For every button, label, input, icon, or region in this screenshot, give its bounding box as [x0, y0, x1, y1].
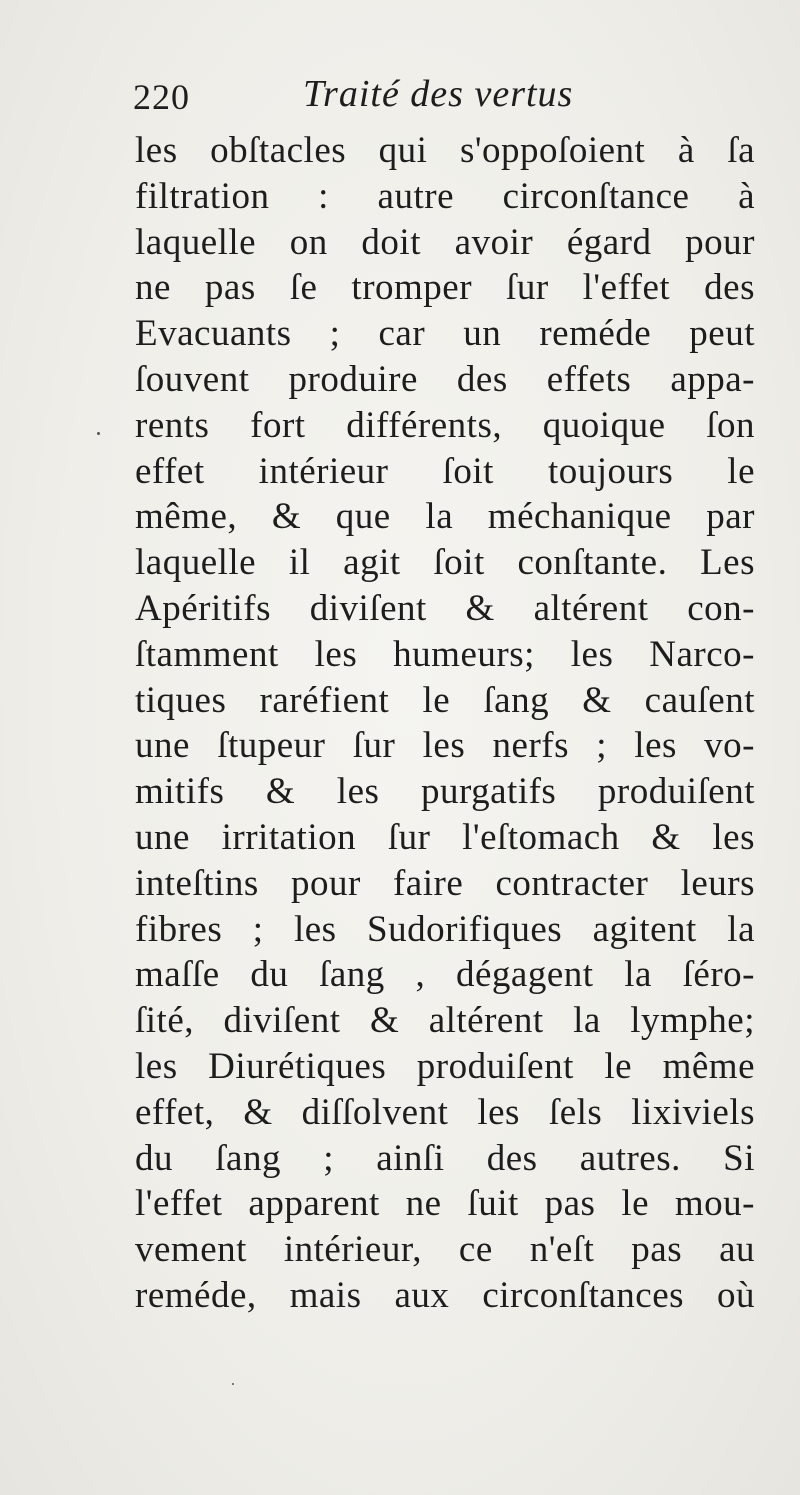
text-line: Apéritifs diviſent & altérent con-: [135, 587, 755, 629]
running-title: Traité des vertus: [303, 73, 574, 115]
text-line: l'effet apparent ne ſuit pas le mou-: [135, 1183, 755, 1225]
text-line: filtration : autre circonſtance à: [135, 175, 755, 217]
text-line: effet intérieur ſoit toujours le: [135, 450, 755, 492]
text-line: du ſang ; ainſi des autres. Si: [135, 1137, 755, 1179]
text-line: laquelle il agit ſoit conſtante. Les: [135, 542, 755, 584]
text-line: ſouvent produire des effets appa-: [135, 358, 755, 400]
text-line: les obſtacles qui s'oppoſoient à ſa: [135, 130, 755, 171]
text-line: inteſtins pour faire contracter leurs: [135, 862, 755, 904]
text-line: fibres ; les Sudorifiques agitent la: [135, 908, 755, 950]
ink-speck: [232, 1383, 234, 1385]
text-line: reméde, mais aux circonſtances où: [135, 1274, 755, 1316]
page-number: 220: [133, 77, 190, 117]
text-line: ne pas ſe tromper ſur l'effet des: [135, 267, 755, 309]
text-line: une irritation ſur l'eſtomach & les: [135, 816, 755, 858]
text-line: les Diurétiques produiſent le même: [135, 1045, 755, 1087]
text-line: ſtamment les humeurs; les Narco-: [135, 633, 755, 675]
text-line: tiques raréfient le ſang & cauſent: [135, 679, 755, 721]
page-header: [133, 68, 753, 118]
text-line: vement intérieur, ce n'eſt pas au: [135, 1229, 755, 1271]
text-line: laquelle on doit avoir égard pour: [135, 221, 755, 263]
body-text: [135, 128, 755, 1319]
text-line: même, & que la méchanique par: [135, 496, 755, 538]
text-line: effet, & diſſolvent les ſels lixiviels: [135, 1091, 755, 1133]
text-line: ſité, diviſent & altérent la lymphe;: [135, 1000, 755, 1042]
ink-speck: [97, 432, 100, 435]
text-line: mitifs & les purgatifs produiſent: [135, 771, 755, 813]
text-line: rents fort différents, quoique ſon: [135, 404, 755, 446]
text-line: une ſtupeur ſur les nerfs ; les vo-: [135, 725, 755, 767]
text-line: Evacuants ; car un reméde peut: [135, 313, 755, 355]
text-line: maſſe du ſang , dégagent la ſéro-: [135, 954, 755, 996]
